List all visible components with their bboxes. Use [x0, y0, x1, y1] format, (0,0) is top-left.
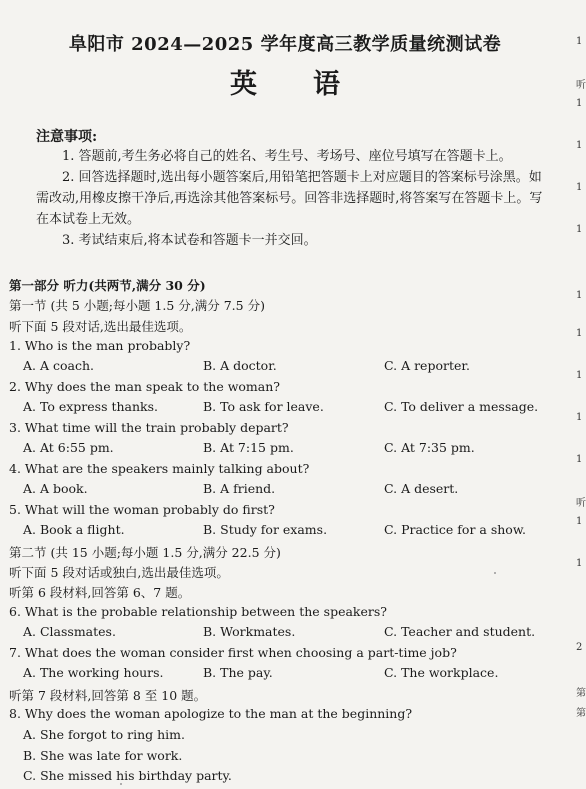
notes-heading: 注意事项:	[36, 129, 98, 145]
q3-option-a: A. At 6:55 pm.	[23, 440, 114, 455]
question-5: 5. What will the woman probably do first?	[9, 502, 275, 517]
material-7-instruction: 听第 7 段材料,回答第 8 至 10 题。	[9, 688, 207, 703]
material-6-instruction: 听第 6 段材料,回答第 6、7 题。	[9, 585, 191, 600]
margin-char: 1	[576, 182, 583, 193]
q6-option-a: A. Classmates.	[23, 624, 116, 639]
margin-char: 第	[576, 708, 586, 719]
q3-option-b: B. At 7:15 pm.	[203, 440, 294, 455]
margin-char: 1	[576, 558, 583, 569]
margin-char: 1	[576, 224, 583, 235]
margin-char: 听	[576, 498, 586, 509]
section1-instruction: 听下面 5 段对话,选出最佳选项。	[9, 319, 192, 334]
q1-option-c: C. A reporter.	[384, 358, 470, 373]
margin-char: 第	[576, 688, 586, 699]
margin-char: 1	[576, 140, 583, 151]
q8-option-b: B. She was late for work.	[23, 748, 183, 763]
question-4: 4. What are the speakers mainly talking about?	[9, 461, 310, 476]
question-8: 8. Why does the woman apologize to the man at the beginning?	[9, 706, 413, 721]
question-6: 6. What is the probable relationship between the speakers?	[9, 604, 387, 619]
q5-option-a: A. Book a flight.	[23, 522, 125, 537]
q7-option-a: A. The working hours.	[23, 665, 164, 680]
q5-option-b: B. Study for exams.	[203, 522, 328, 537]
margin-char: 1	[576, 516, 583, 527]
question-7: 7. What does the woman consider first when choosing a part-time job?	[9, 645, 457, 660]
margin-char: 1	[576, 328, 583, 339]
margin-char: 2	[576, 642, 583, 653]
margin-char: 1	[576, 98, 583, 109]
subject-title: 英语	[230, 69, 396, 100]
margin-char: 1	[576, 370, 583, 381]
q2-option-c: C. To deliver a message.	[384, 399, 539, 414]
margin-char: 1	[576, 454, 583, 465]
q3-option-c: C. At 7:35 pm.	[384, 440, 475, 455]
margin-char: 1	[576, 290, 583, 301]
margin-char: 1	[576, 412, 583, 423]
q2-option-a: A. To express thanks.	[23, 399, 159, 414]
note-item-3: 3. 考试结束后,将本试卷和答题卡一并交回。	[62, 233, 317, 248]
q2-option-b: B. To ask for leave.	[203, 399, 324, 414]
section2-heading: 第二节 (共 15 小题;每小题 1.5 分,满分 22.5 分)	[9, 545, 281, 560]
q1-option-b: B. A doctor.	[203, 358, 277, 373]
q5-option-c: C. Practice for a show.	[384, 522, 527, 537]
note-item-1: 1. 答题前,考生务必将自己的姓名、考生号、考场号、座位号填写在答题卡上。	[62, 149, 512, 164]
question-1: 1. Who is the man probably?	[9, 338, 191, 353]
question-2: 2. Why does the man speak to the woman?	[9, 379, 280, 394]
q7-option-b: B. The pay.	[203, 665, 273, 680]
section1-heading: 第一节 (共 5 小题;每小题 1.5 分,满分 7.5 分)	[9, 298, 265, 313]
q7-option-c: C. The workplace.	[384, 665, 499, 680]
paper-speck	[120, 783, 122, 785]
section2-instruction: 听下面 5 段对话或独白,选出最佳选项。	[9, 565, 229, 580]
margin-char: 听	[576, 80, 586, 91]
q4-option-b: B. A friend.	[203, 481, 276, 496]
q8-option-a: A. She forgot to ring him.	[23, 727, 186, 742]
q4-option-a: A. A book.	[23, 481, 88, 496]
q6-option-c: C. Teacher and student.	[384, 624, 536, 639]
part1-heading: 第一部分 听力(共两节,满分 30 分)	[9, 278, 206, 293]
adjacent-page-edge	[572, 0, 586, 789]
q1-option-a: A. A coach.	[23, 358, 94, 373]
paper-speck	[494, 572, 496, 574]
q6-option-b: B. Workmates.	[203, 624, 296, 639]
exam-title: 阜阳市 2024—2025 学年度高三教学质量统测试卷	[68, 34, 502, 55]
margin-char: 1	[576, 36, 583, 47]
q8-option-c: C. She missed his birthday party.	[23, 768, 232, 783]
question-3: 3. What time will the train probably depart?	[9, 420, 289, 435]
note-item-2: 2. 回答选择题时,选出每小题答案后,用铅笔把答题卡上对应题目的答案标号涂黑。如需改动,用橡皮擦干净后,再选涂其他答案标号。回答非选择题时,将答案写在答题卡上。写在本试卷上无效。	[36, 170, 543, 227]
q4-option-c: C. A desert.	[384, 481, 459, 496]
